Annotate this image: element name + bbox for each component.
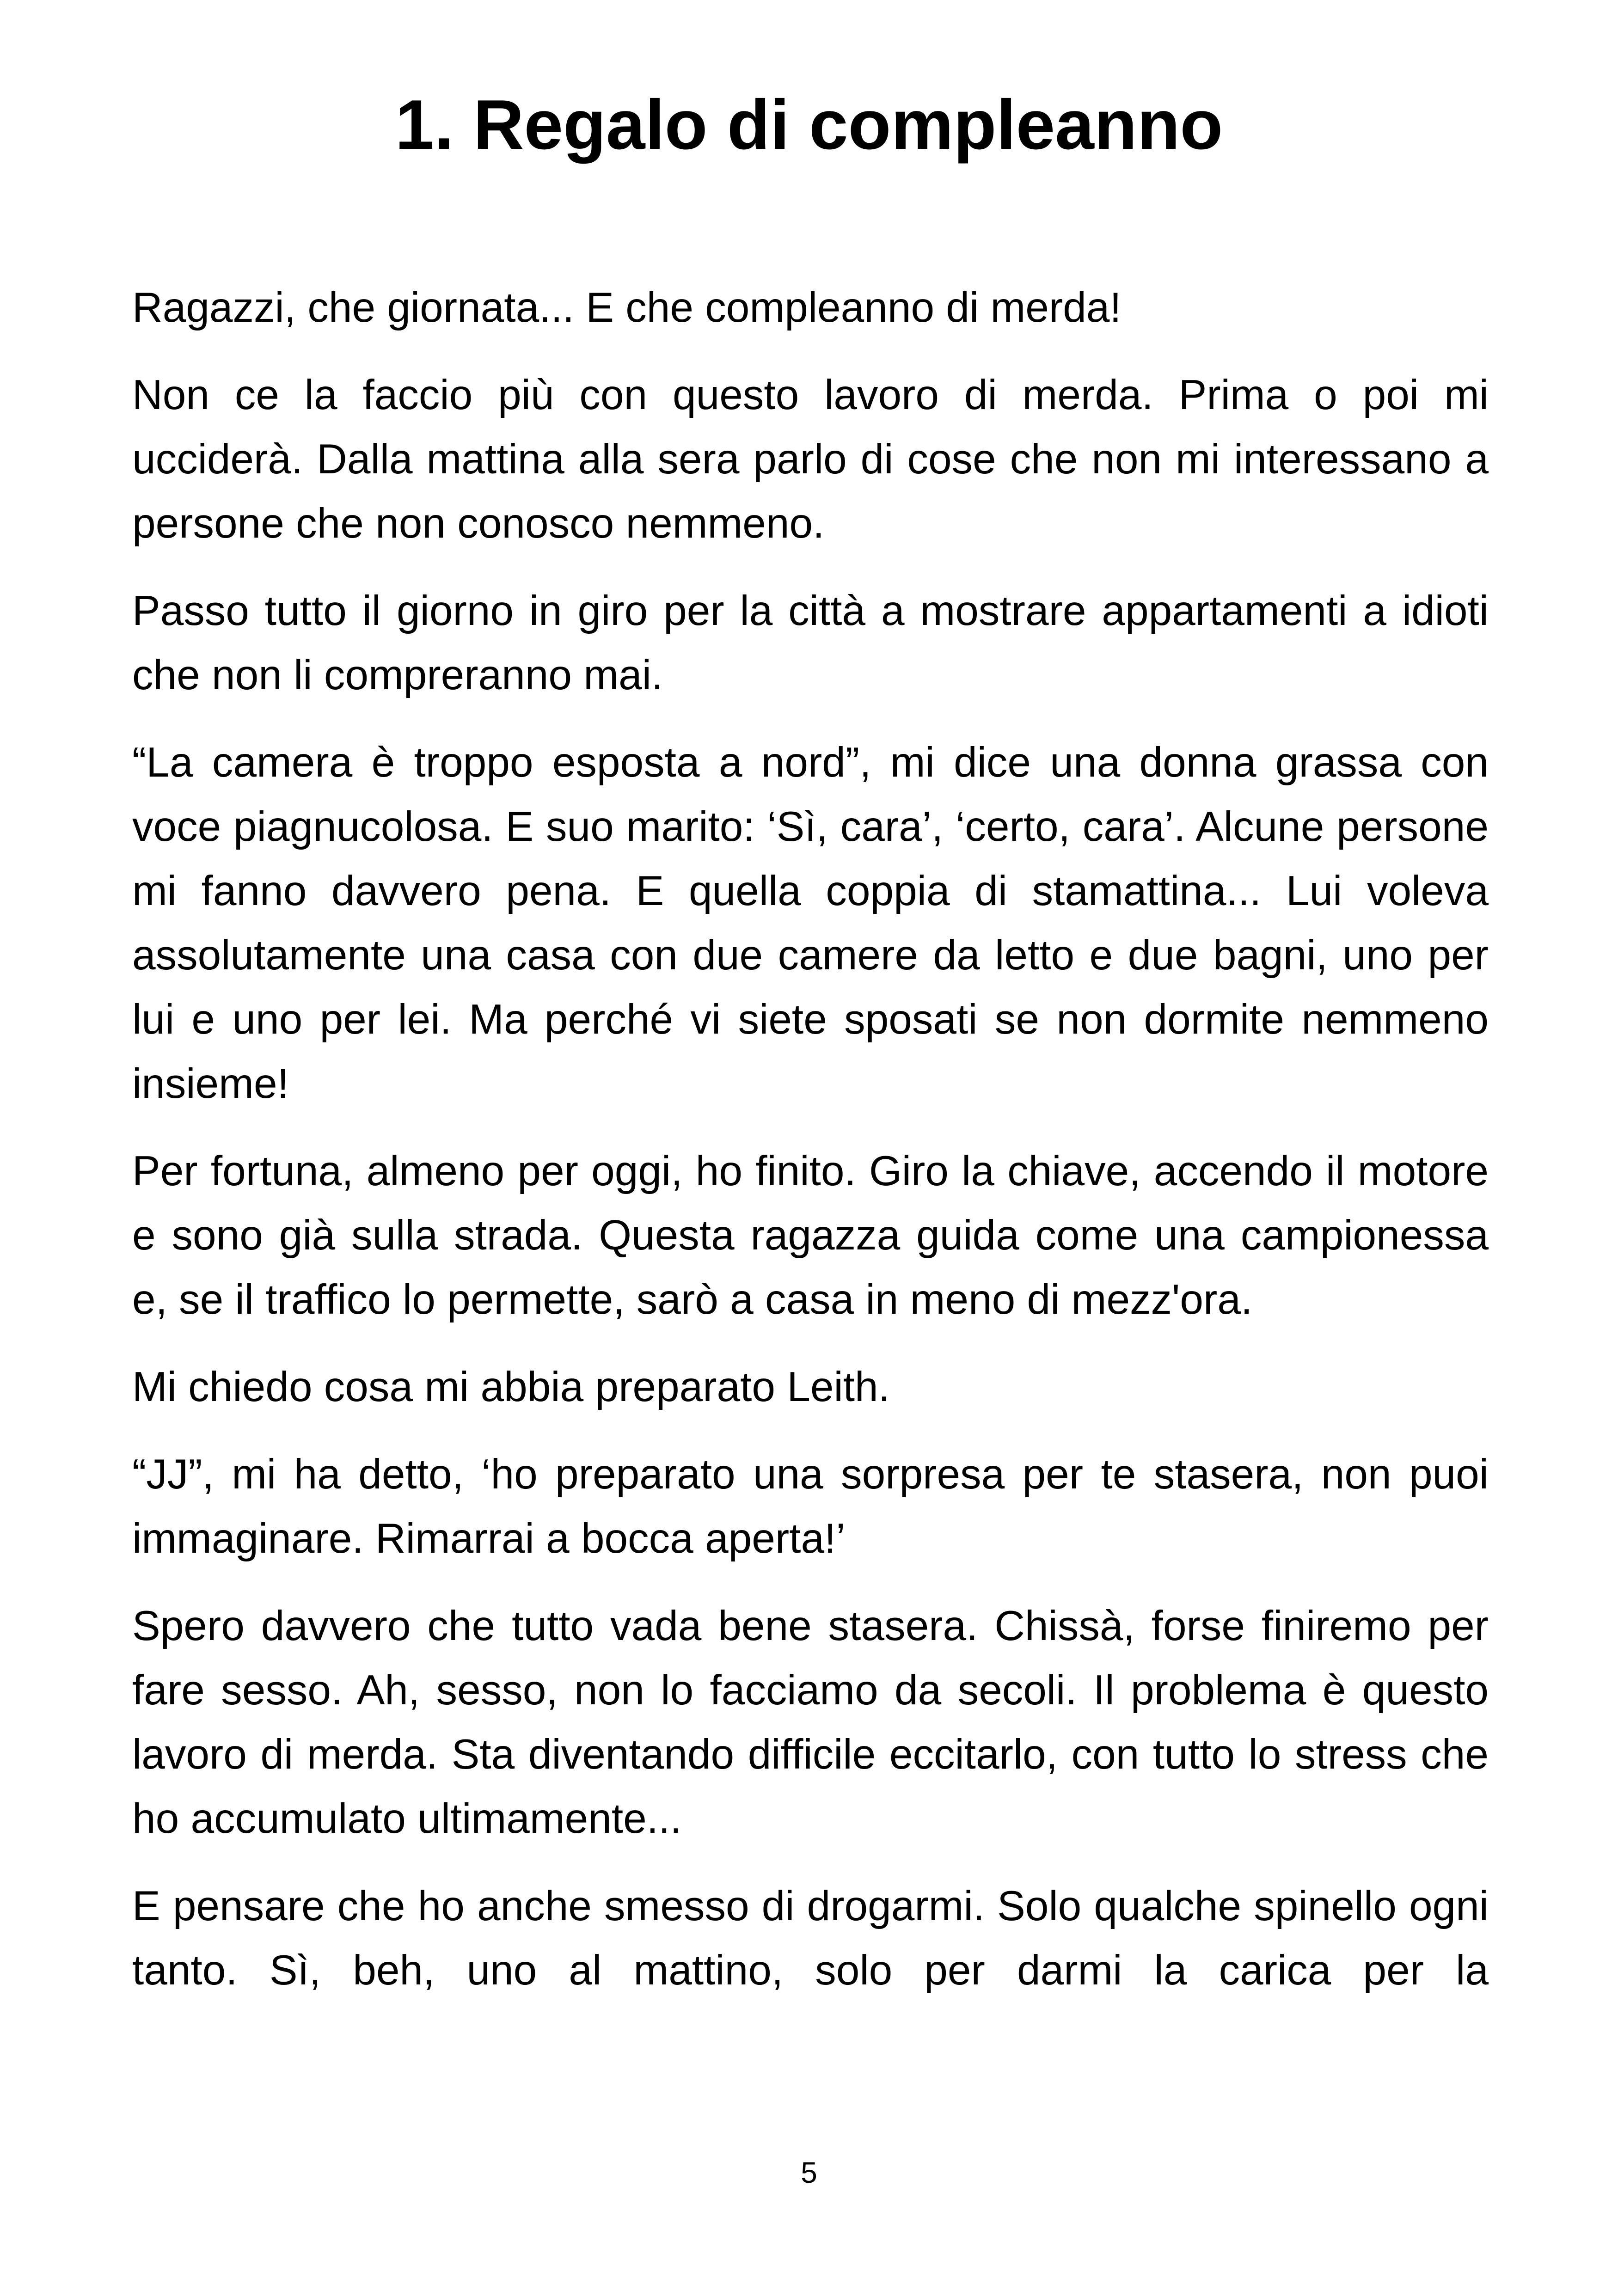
chapter-title: 1. Regalo di compleanno (395, 86, 1223, 164)
paragraph-continued: E pensare che ho anche smesso di drogarmi. Solo qualche spinello ogni tanto. Sì, beh, uno al mattino, solo per darmi la carica per la (132, 1883, 1489, 1994)
paragraph: Mi chiedo cosa mi abbia preparato Leith. (132, 1364, 890, 1410)
paragraph: Ragazzi, che giornata... E che compleanno di merda! (132, 284, 1122, 331)
paragraph: Per fortuna, almeno per oggi, ho finito. Giro la chiave, accendo il motore e sono già sulla strada. Questa ragazza guida come una campionessa e, se il traffico lo permette, sarò a casa in meno di mezz'ora. (132, 1148, 1489, 1323)
paragraph: Spero davvero che tutto vada bene stasera. Chissà, forse finiremo per fare sesso. Ah, sesso, non lo facciamo da secoli. Il problema è questo lavoro di merda. Sta diventando difficile eccitarlo, con tutto lo stress che ho accumulato ultimamente... (132, 1603, 1489, 1842)
paragraph: Passo tutto il giorno in giro per la città a mostrare appartamenti a idioti che non li compreranno mai. (132, 588, 1489, 698)
body-text (132, 276, 1489, 2002)
paragraph: “La camera è troppo esposta a nord”, mi dice una donna grassa con voce piagnucolosa. E suo marito: ‘Sì, cara’, ‘certo, cara’. Alcune persone mi fanno davvero pena. E quella coppia di stamattina... Lui voleva assolutamente una casa con due camere da letto e due bagni, uno per lui e uno per lei. Ma perché vi siete sposati se non dormite nemmeno insieme! (132, 739, 1489, 1107)
paragraph: “JJ”, mi ha detto, ‘ho preparato una sorpresa per te stasera, non puoi immaginare. Rimarrai a bocca aperta!’ (132, 1451, 1489, 1562)
page-number: 5 (801, 2156, 817, 2189)
paragraph: Non ce la faccio più con questo lavoro di merda. Prima o poi mi ucciderà. Dalla mattina alla sera parlo di cose che non mi interessano a persone che non conosco nemmeno. (132, 372, 1489, 547)
